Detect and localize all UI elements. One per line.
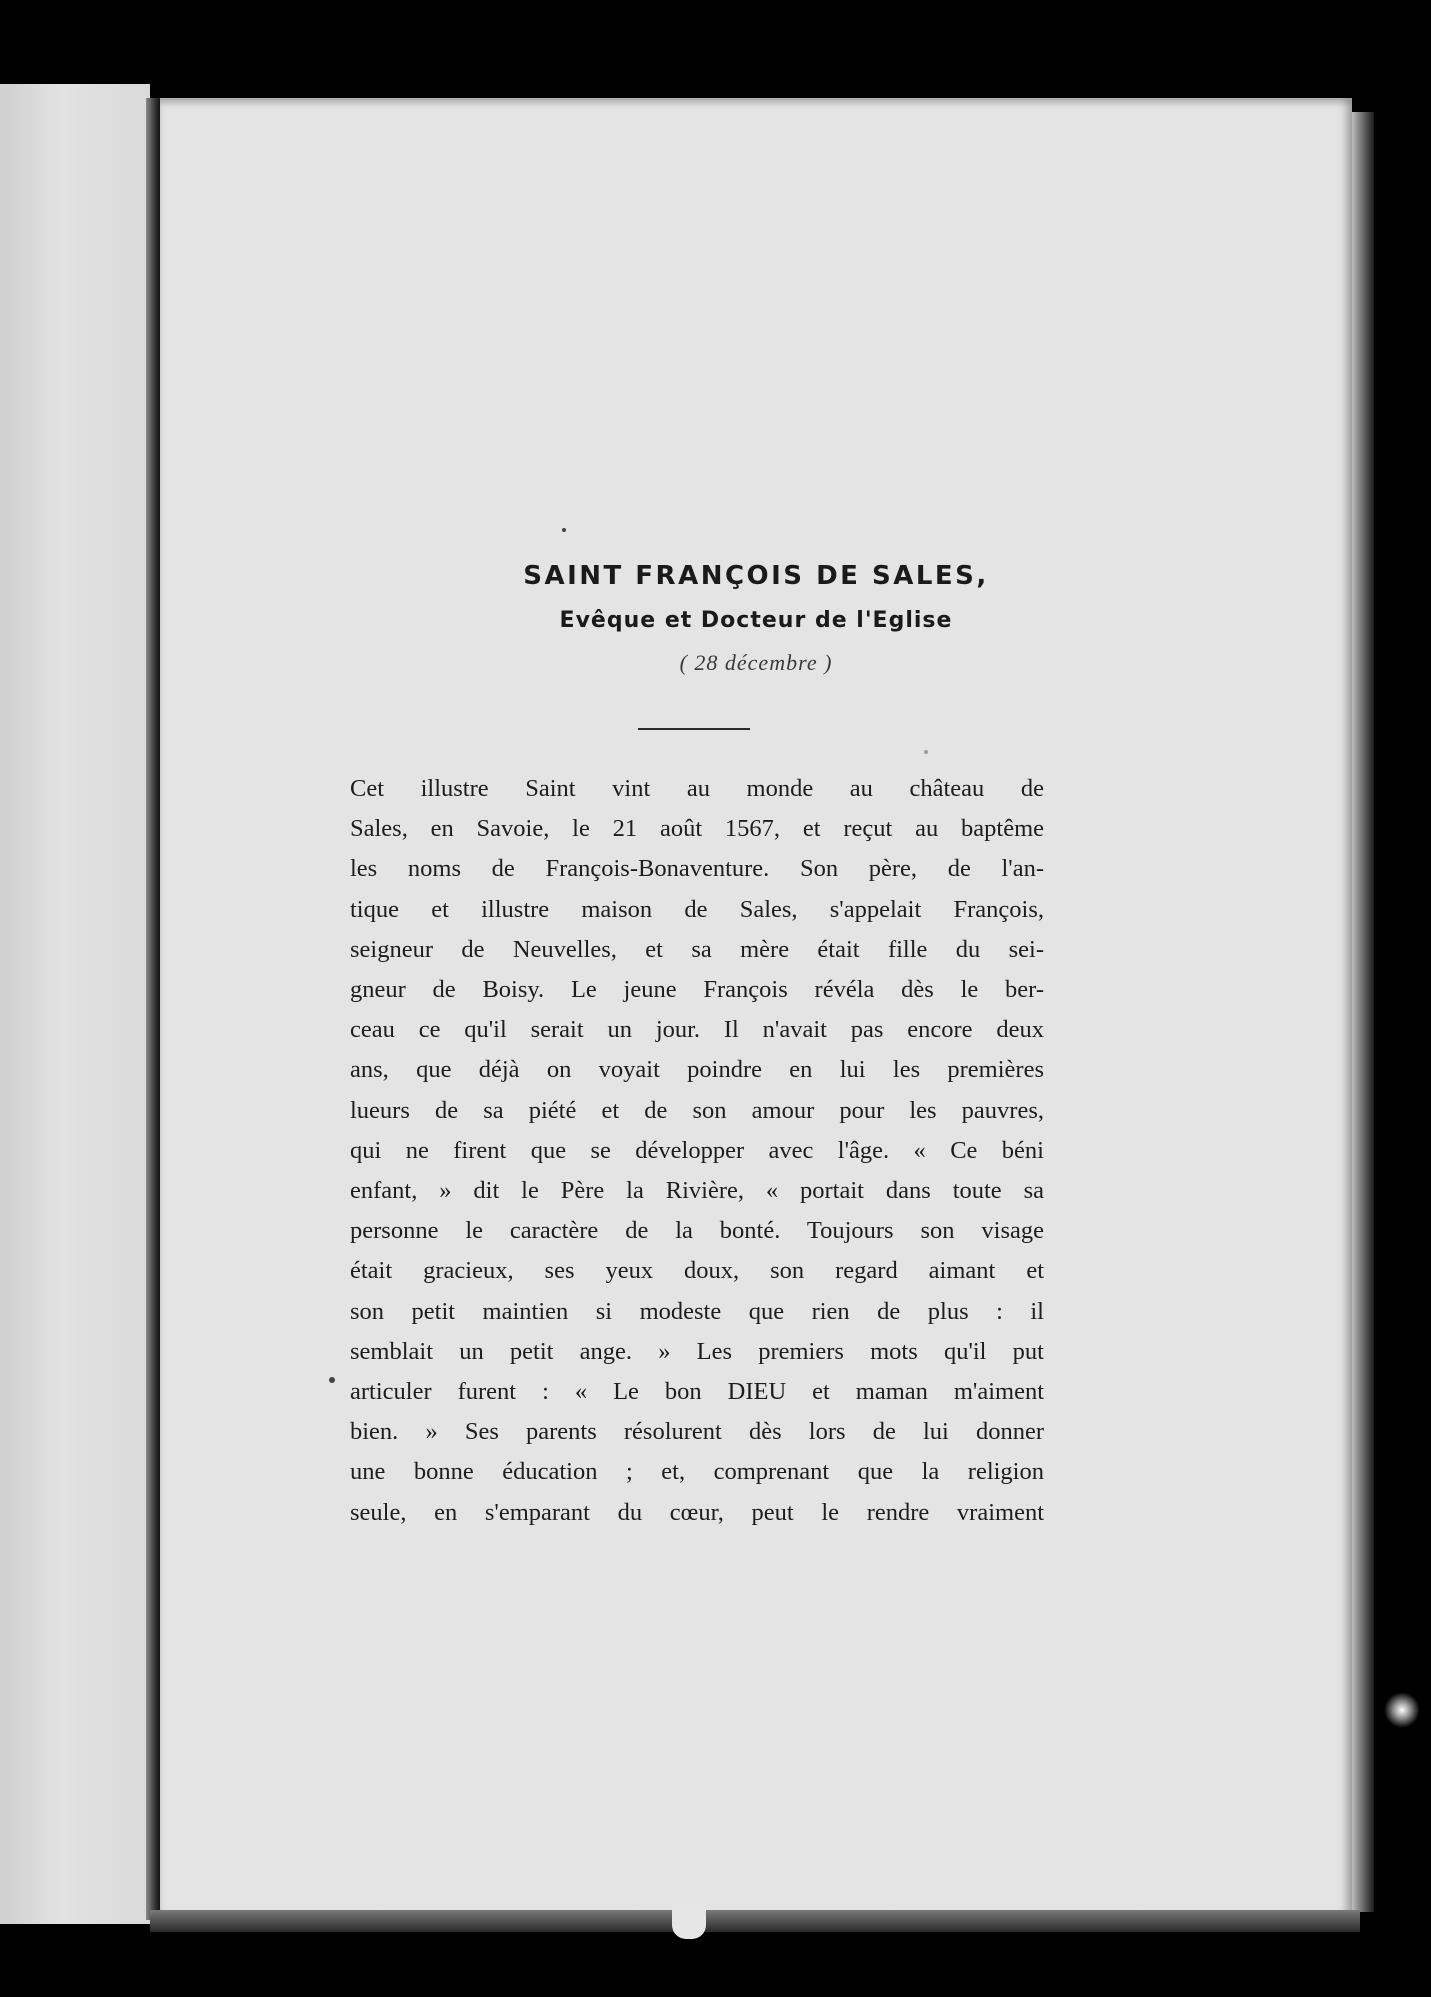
page-gutter-shadow [146, 98, 160, 1920]
text-line: qui ne firent que se développer avec l'âge. « Ce béni [350, 1136, 1044, 1164]
text-line: articuler furent : « Le bon DIEU et maman m'aiment [350, 1378, 1044, 1406]
text-line: lueurs de sa piété et de son amour pour les pauvres, [350, 1096, 1044, 1124]
previous-page-margin [0, 84, 150, 1924]
text-line: les noms de François-Bonaventure. Son père, de l'an- [350, 855, 1044, 883]
page-right-edge [1352, 112, 1374, 1912]
ink-speck [562, 528, 566, 532]
feast-date: ( 28 décembre ) [679, 650, 833, 675]
text-line: tique et illustre maison de Sales, s'appelait François, [350, 895, 1044, 923]
text-line: personne le caractère de la bonté. Toujours son visage [350, 1217, 1044, 1245]
text-line: son petit maintien si modeste que rien de plus : il [350, 1297, 1044, 1325]
text-line: semblait un petit ange. » Les premiers mots qu'il put [350, 1337, 1044, 1365]
page-bottom-edge [150, 1910, 1360, 1932]
text-line: bien. » Ses parents résolurent dès lors de lui donner [350, 1418, 1044, 1446]
text-line: ans, que déjà on voyait poindre en lui les premières [350, 1056, 1044, 1084]
text-line: était gracieux, ses yeux doux, son regard aimant et [350, 1257, 1044, 1285]
text-line: Sales, en Savoie, le 21 août 1567, et reçut au baptême [350, 815, 1044, 843]
ink-speck [329, 1377, 335, 1383]
text-line: enfant, » dit le Père la Rivière, « portait dans toute sa [350, 1177, 1044, 1205]
document-subtitle: Evêque et Docteur de l'Eglise [559, 608, 953, 633]
text-line: Cet illustre Saint vint au monde au château de [350, 775, 1044, 802]
title-divider [638, 728, 750, 730]
text-line: seigneur de Neuvelles, et sa mère était fille du sei- [350, 935, 1044, 963]
scan-glare [1384, 1692, 1420, 1728]
page-clip-mark [672, 1905, 706, 1939]
text-line: gneur de Boisy. Le jeune François révéla dès le ber- [350, 976, 1044, 1004]
document-title: SAINT FRANÇOIS DE SALES, [523, 561, 989, 591]
text-line: une bonne éducation ; et, comprenant que la religion [350, 1458, 1044, 1486]
body-paragraph [350, 769, 1044, 1533]
text-line: seule, en s'emparant du cœur, peut le rendre vraiment [350, 1498, 1044, 1526]
text-line: ceau ce qu'il serait un jour. Il n'avait pas encore deux [350, 1016, 1044, 1044]
ink-speck [924, 750, 928, 754]
